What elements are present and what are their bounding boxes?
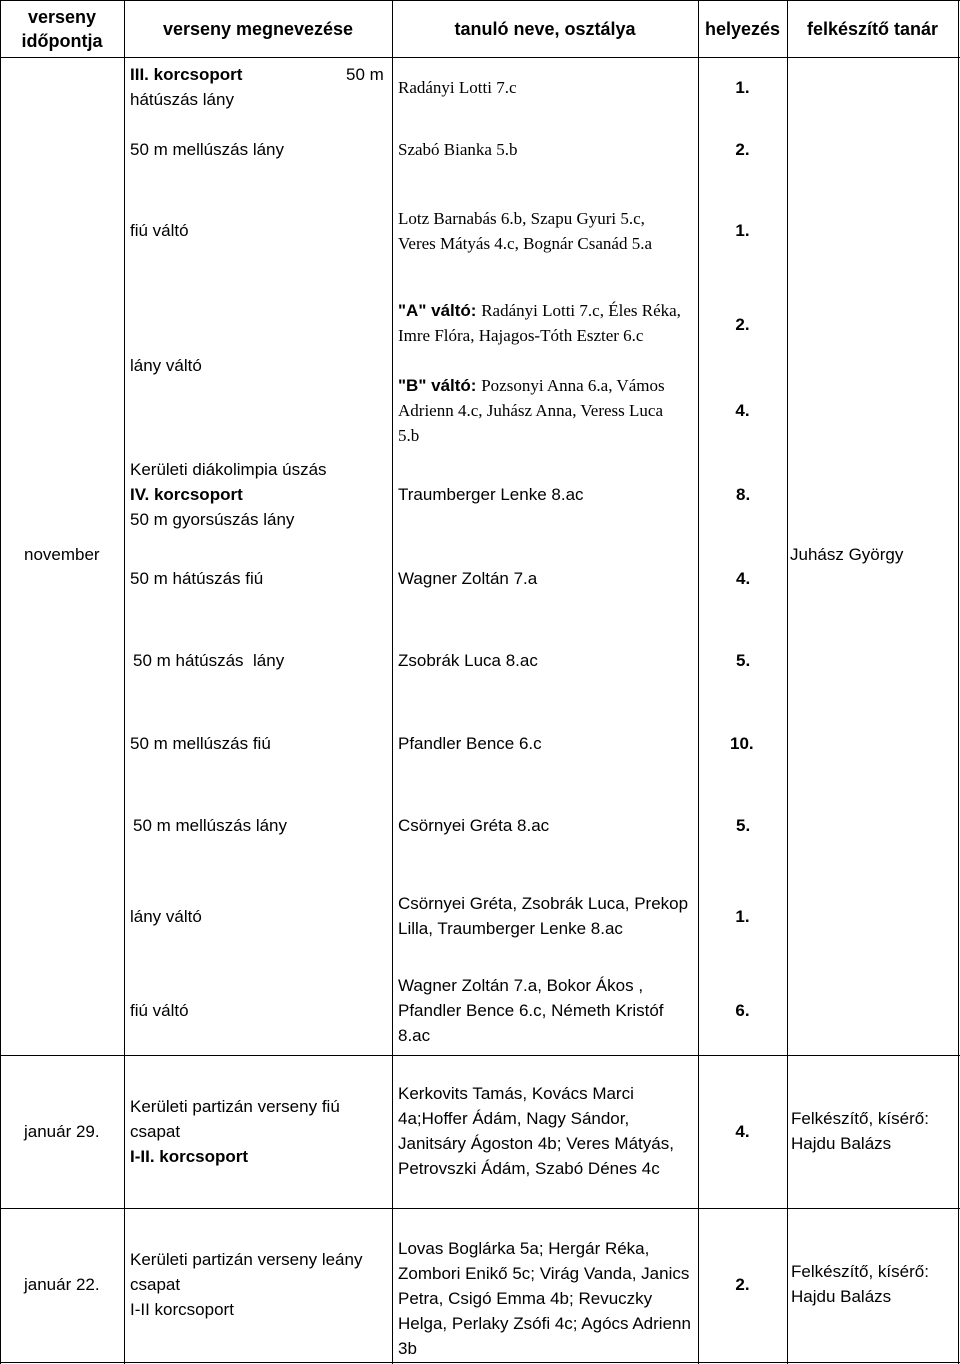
placement-value: 8.: [736, 485, 751, 504]
student-name: Szabó Bianka 5.b: [398, 140, 518, 159]
placement-value: 2.: [735, 140, 750, 159]
relay-a-students: [398, 298, 681, 323]
student-name: Pfandler Bence 6.c: [398, 734, 542, 753]
teacher-name: Hajdu Balázs: [791, 1134, 892, 1153]
event-label: I-II. korcsoport: [130, 1147, 249, 1166]
header-date-line1: verseny: [27, 7, 97, 27]
col-border-2: [392, 0, 393, 1364]
placement-value: 10.: [730, 734, 754, 753]
student-name: Helga, Perlaky Zsófi 4c; Agócs Adrienn: [398, 1314, 691, 1333]
event-label: III. korcsoport: [130, 65, 243, 84]
student-name: Imre Flóra, Hajagos-Tóth Eszter 6.c: [398, 326, 644, 345]
placement-value: 5.: [736, 816, 751, 835]
table-top-border: [0, 0, 960, 1]
student-name: Wagner Zoltán 7.a, Bokor Ákos ,: [398, 976, 644, 995]
placement-value: 2.: [735, 315, 750, 334]
placement-value: 6.: [735, 1001, 750, 1020]
november-bottom-border: [0, 1055, 960, 1056]
event-label: csapat: [130, 1275, 181, 1294]
jan29-bottom-border: [0, 1208, 960, 1209]
header-date-line2: időpontja: [21, 31, 103, 51]
header-teacher: felkészítő tanár: [806, 19, 939, 39]
jan22-date: január 22.: [24, 1275, 100, 1294]
student-name: Csörnyei Gréta 8.ac: [398, 816, 550, 835]
placement-value: 4.: [735, 401, 750, 420]
placement-value: 4.: [736, 569, 751, 588]
student-name: Radányi Lotti 7.c, Éles Réka,: [481, 301, 681, 320]
col-border-3: [698, 0, 699, 1364]
student-name: Pfandler Bence 6.c, Németh Kristóf: [398, 1001, 664, 1020]
header-student: tanuló neve, osztálya: [454, 19, 636, 39]
event-label: 50 m: [346, 65, 384, 84]
event-label: lány váltó: [130, 907, 202, 926]
student-name: Kerkovits Tamás, Kovács Marci: [398, 1084, 634, 1103]
event-label: fiú váltó: [130, 1001, 189, 1020]
event-label: hátúszás lány: [130, 90, 234, 109]
student-name: Pozsonyi Anna 6.a, Vámos: [481, 376, 665, 395]
col-border-1: [124, 0, 125, 1364]
event-label: csapat: [130, 1122, 181, 1141]
student-name: Zombori Enikő 5c; Virág Vanda, Janics: [398, 1264, 690, 1283]
placement-value: 1.: [735, 221, 750, 240]
placement-value: 4.: [735, 1122, 750, 1141]
event-label: 50 m mellúszás lány: [133, 816, 288, 835]
teacher-name: Felkészítő, kísérő:: [791, 1109, 929, 1128]
student-name: 3b: [398, 1339, 417, 1358]
teacher-name: Hajdu Balázs: [791, 1287, 892, 1306]
november-date: november: [24, 545, 100, 564]
student-name: Wagner Zoltán 7.a: [398, 569, 538, 588]
student-name: Lotz Barnabás 6.b, Szapu Gyuri 5.c,: [398, 209, 645, 228]
placement-value: 1.: [735, 907, 750, 926]
student-name: 8.ac: [398, 1026, 431, 1045]
relay-b-students: [398, 373, 665, 398]
student-name: 4a;Hoffer Ádám, Nagy Sándor,: [398, 1109, 630, 1128]
student-name: Traumberger Lenke 8.ac: [398, 485, 584, 504]
student-name: Radányi Lotti 7.c: [398, 78, 517, 97]
student-name: Csörnyei Gréta, Zsobrák Luca, Prekop: [398, 894, 689, 913]
group-label-line3: 50 m gyorsúszás lány: [130, 510, 295, 529]
student-name: Lilla, Traumberger Lenke 8.ac: [398, 919, 623, 938]
event-label: lány váltó: [130, 356, 202, 375]
student-name: Petra, Csigó Emma 4b; Revuczky: [398, 1289, 653, 1308]
placement-value: 5.: [736, 651, 751, 670]
placement-value: 1.: [735, 78, 750, 97]
header-competition: verseny megnevezése: [162, 19, 354, 39]
student-name: Petrovszki Ádám, Szabó Dénes 4c: [398, 1159, 660, 1178]
teacher-name: Felkészítő, kísérő:: [791, 1262, 929, 1281]
group-label-line1: Kerületi diákolimpia úszás: [130, 460, 327, 479]
col-border-0: [0, 0, 1, 1364]
group-label-line2: IV. korcsoport: [130, 485, 243, 504]
event-label: 50 m hátúszás lány: [133, 651, 285, 670]
event-label: Kerületi partizán verseny fiú: [130, 1097, 340, 1116]
event-label: I-II korcsoport: [130, 1300, 234, 1319]
event-label: 50 m mellúszás lány: [130, 140, 285, 159]
placement-value: 2.: [735, 1275, 750, 1294]
event-label: fiú váltó: [130, 221, 189, 240]
header-bottom-border: [0, 57, 960, 58]
event-label: 50 m hátúszás fiú: [130, 569, 264, 588]
table-bottom-border: [0, 1362, 960, 1363]
header-placement: helyezés: [704, 19, 781, 39]
student-name: Adrienn 4.c, Juhász Anna, Veress Luca: [398, 401, 664, 420]
student-name: Zsobrák Luca 8.ac: [398, 651, 538, 670]
relay-b-label: "B" váltó:: [398, 376, 477, 395]
student-name: Veres Mátyás 4.c, Bognár Csanád 5.a: [398, 234, 652, 253]
relay-a-label: "A" váltó:: [398, 301, 477, 320]
student-name: Janitsáry Ágoston 4b; Veres Mátyás,: [398, 1134, 674, 1153]
col-border-4: [787, 0, 788, 1364]
student-name: Lovas Boglárka 5a; Hergár Réka,: [398, 1239, 650, 1258]
november-teacher: Juhász György: [790, 545, 904, 564]
col-border-5: [958, 0, 959, 1364]
event-label: 50 m mellúszás fiú: [130, 734, 271, 753]
jan29-date: január 29.: [24, 1122, 100, 1141]
event-label: Kerületi partizán verseny leány: [130, 1250, 363, 1269]
student-name: 5.b: [398, 426, 420, 445]
